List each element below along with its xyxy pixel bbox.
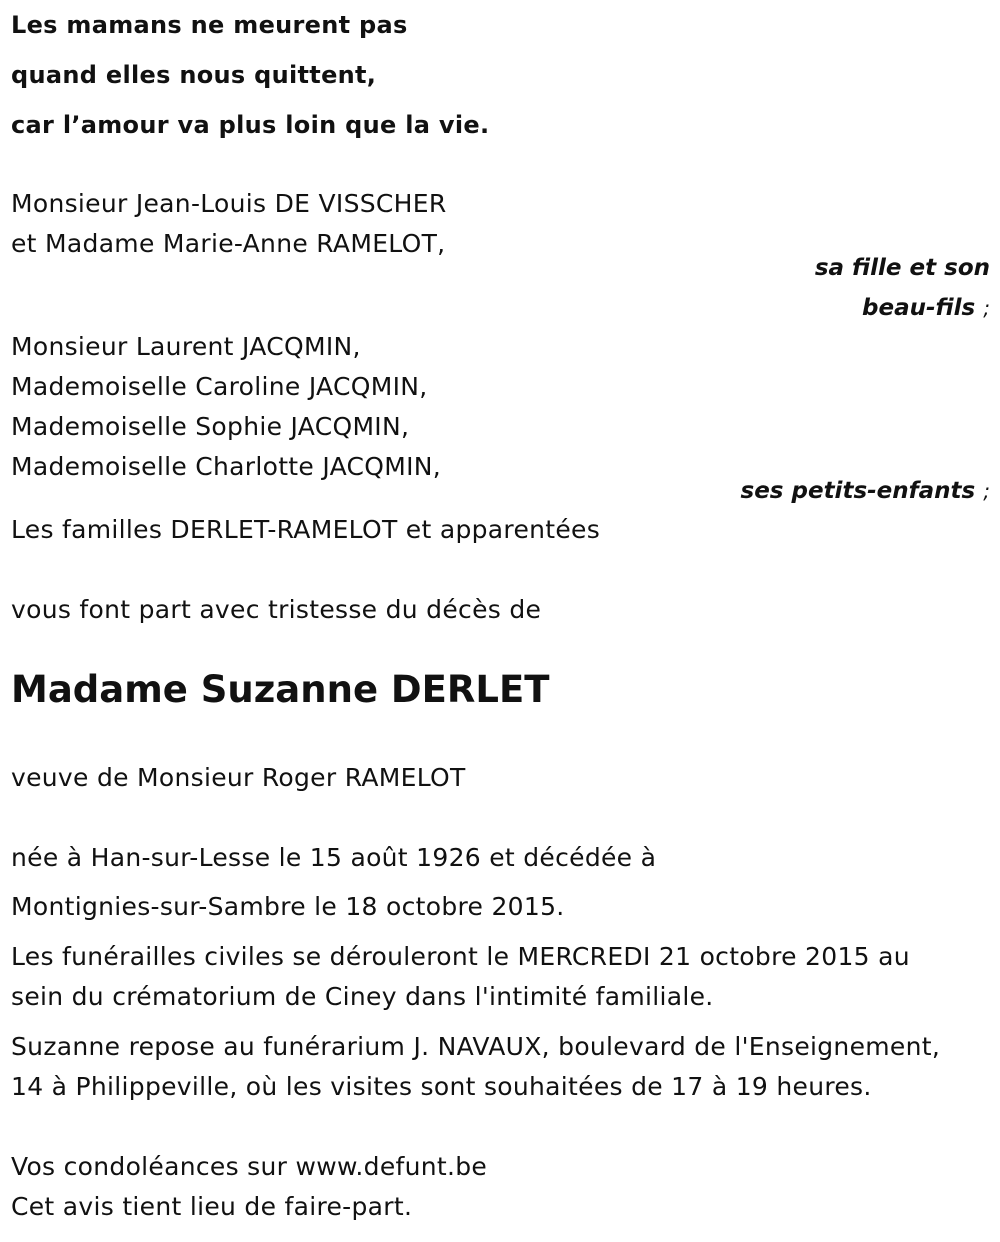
relation-label: ses petits-enfants ; xyxy=(740,478,990,504)
info-line: sein du crématorium de Ciney dans l'intimité familiale. xyxy=(11,982,714,1011)
info-line: Montignies-sur-Sambre le 18 octobre 2015. xyxy=(11,892,565,921)
deceased-name: Madame Suzanne DERLET xyxy=(11,668,550,711)
family-member: Mademoiselle Charlotte JACQMIN, xyxy=(11,452,442,481)
epitaph-line: quand elles nous quittent, xyxy=(11,61,377,89)
family-member: Monsieur Jean-Louis DE VISSCHER xyxy=(11,189,447,218)
epitaph-line: car l’amour va plus loin que la vie. xyxy=(11,111,490,139)
info-line: née à Han-sur-Lesse le 15 août 1926 et décédée à xyxy=(11,843,657,872)
relation-label: sa fille et son xyxy=(814,255,990,281)
family-member: Mademoiselle Sophie JACQMIN, xyxy=(11,412,410,441)
info-line: Les funérailles civiles se dérouleront le MERCREDI 21 octobre 2015 au xyxy=(11,942,910,971)
relation-label: beau-fils ; xyxy=(862,295,990,321)
families-line: Les familles DERLET-RAMELOT et apparentées xyxy=(11,515,601,544)
announcement-line: vous font part avec tristesse du décès de xyxy=(11,595,542,624)
epitaph-line: Les mamans ne meurent pas xyxy=(11,11,408,39)
family-member: et Madame Marie-Anne RAMELOT, xyxy=(11,229,446,258)
family-member: Mademoiselle Caroline JACQMIN, xyxy=(11,372,428,401)
info-line: 14 à Philippeville, où les visites sont souhaitées de 17 à 19 heures. xyxy=(11,1072,872,1101)
notice-line: Cet avis tient lieu de faire-part. xyxy=(11,1192,413,1221)
widow-line: veuve de Monsieur Roger RAMELOT xyxy=(11,763,466,792)
info-line: Suzanne repose au funérarium J. NAVAUX, boulevard de l'Enseignement, xyxy=(11,1032,941,1061)
condolences-line: Vos condoléances sur www.defunt.be xyxy=(11,1152,488,1181)
family-member: Monsieur Laurent JACQMIN, xyxy=(11,332,361,361)
